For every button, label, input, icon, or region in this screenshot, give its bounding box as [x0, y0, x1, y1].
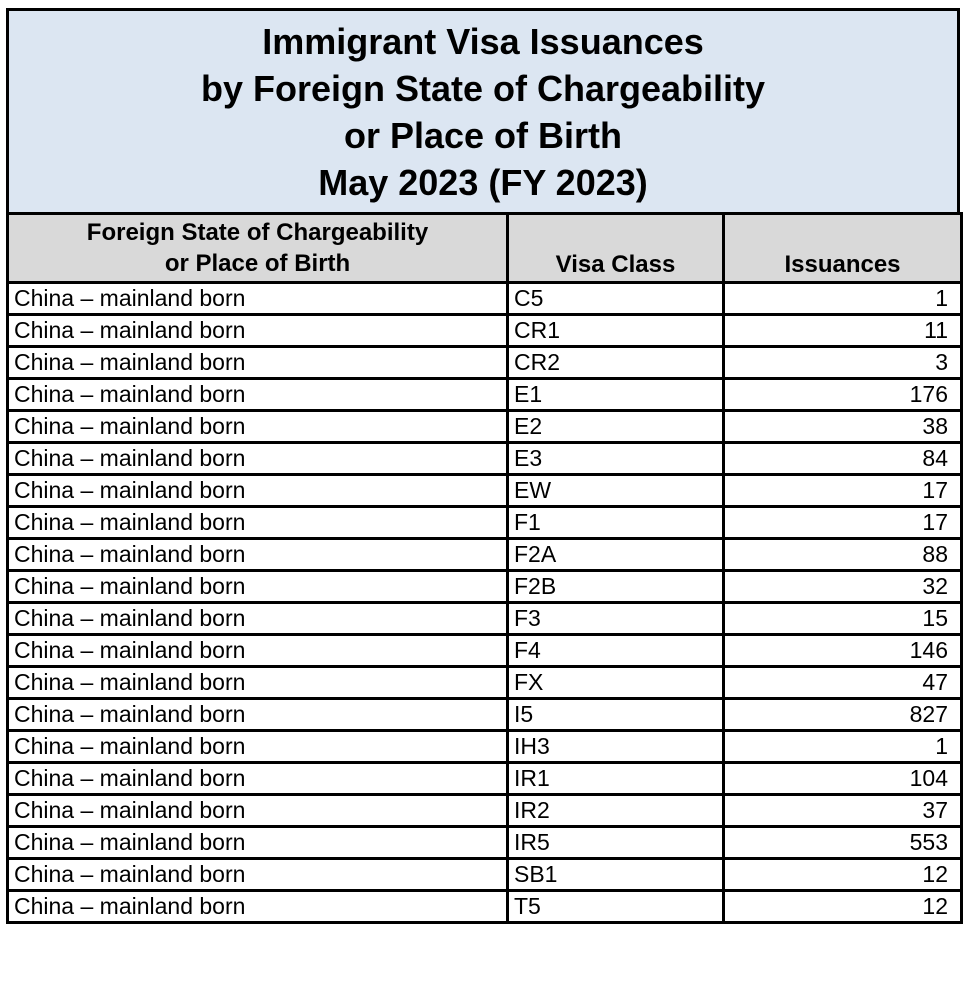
- cell-issuances: 37: [724, 795, 962, 827]
- cell-foreign-state: China – mainland born: [8, 827, 508, 859]
- cell-issuances: 3: [724, 347, 962, 379]
- cell-visa-class: SB1: [508, 859, 724, 891]
- cell-foreign-state: China – mainland born: [8, 699, 508, 731]
- cell-issuances: 17: [724, 507, 962, 539]
- report-title-banner: [6, 8, 960, 212]
- cell-issuances: 1: [724, 283, 962, 315]
- table-row: [8, 827, 962, 859]
- cell-foreign-state: China – mainland born: [8, 539, 508, 571]
- cell-foreign-state: China – mainland born: [8, 731, 508, 763]
- cell-visa-class: E2: [508, 411, 724, 443]
- cell-issuances: 11: [724, 315, 962, 347]
- cell-issuances: 104: [724, 763, 962, 795]
- table-row: [8, 667, 962, 699]
- table-row: [8, 699, 962, 731]
- report-title-line-4: May 2023 (FY 2023): [318, 161, 648, 203]
- cell-foreign-state: China – mainland born: [8, 763, 508, 795]
- cell-issuances: 15: [724, 603, 962, 635]
- report-title-line-3: or Place of Birth: [343, 114, 623, 156]
- header-issuances: Issuances: [724, 214, 962, 283]
- cell-foreign-state: China – mainland born: [8, 603, 508, 635]
- cell-visa-class: E3: [508, 443, 724, 475]
- table-header: [8, 214, 962, 283]
- cell-foreign-state: China – mainland born: [8, 635, 508, 667]
- cell-issuances: 38: [724, 411, 962, 443]
- cell-issuances: 176: [724, 379, 962, 411]
- cell-issuances: 17: [724, 475, 962, 507]
- table-row: [8, 283, 962, 315]
- table-row: [8, 635, 962, 667]
- header-foreign-state-line-2: or Place of Birth: [164, 250, 351, 277]
- cell-foreign-state: China – mainland born: [8, 443, 508, 475]
- table-row: [8, 603, 962, 635]
- cell-visa-class: FX: [508, 667, 724, 699]
- cell-visa-class: F2B: [508, 571, 724, 603]
- header-row: [8, 214, 962, 283]
- header-foreign-state: [8, 214, 508, 283]
- cell-issuances: 827: [724, 699, 962, 731]
- cell-issuances: 12: [724, 859, 962, 891]
- cell-foreign-state: China – mainland born: [8, 891, 508, 923]
- cell-foreign-state: China – mainland born: [8, 571, 508, 603]
- cell-visa-class: CR2: [508, 347, 724, 379]
- table-row: [8, 475, 962, 507]
- cell-issuances: 146: [724, 635, 962, 667]
- table-row: [8, 731, 962, 763]
- cell-visa-class: F4: [508, 635, 724, 667]
- cell-issuances: 47: [724, 667, 962, 699]
- cell-foreign-state: China – mainland born: [8, 283, 508, 315]
- table-row: [8, 795, 962, 827]
- table-row: [8, 507, 962, 539]
- cell-visa-class: F2A: [508, 539, 724, 571]
- table-row: [8, 859, 962, 891]
- cell-visa-class: I5: [508, 699, 724, 731]
- table-row: [8, 411, 962, 443]
- cell-visa-class: IR2: [508, 795, 724, 827]
- cell-visa-class: F3: [508, 603, 724, 635]
- cell-foreign-state: China – mainland born: [8, 475, 508, 507]
- table-row: [8, 763, 962, 795]
- table-row: [8, 539, 962, 571]
- table-row: [8, 315, 962, 347]
- cell-foreign-state: China – mainland born: [8, 667, 508, 699]
- table-row: [8, 347, 962, 379]
- table-row: [8, 443, 962, 475]
- cell-visa-class: C5: [508, 283, 724, 315]
- cell-visa-class: CR1: [508, 315, 724, 347]
- cell-foreign-state: China – mainland born: [8, 859, 508, 891]
- header-foreign-state-line-1: Foreign State of Chargeability: [86, 219, 429, 246]
- report-title-line-1: Immigrant Visa Issuances: [262, 20, 704, 62]
- cell-foreign-state: China – mainland born: [8, 347, 508, 379]
- cell-foreign-state: China – mainland born: [8, 379, 508, 411]
- cell-visa-class: F1: [508, 507, 724, 539]
- cell-visa-class: IR1: [508, 763, 724, 795]
- issuance-table: [6, 212, 963, 924]
- cell-issuances: 32: [724, 571, 962, 603]
- cell-issuances: 12: [724, 891, 962, 923]
- cell-visa-class: E1: [508, 379, 724, 411]
- cell-visa-class: T5: [508, 891, 724, 923]
- table-row: [8, 379, 962, 411]
- cell-visa-class: EW: [508, 475, 724, 507]
- cell-visa-class: IR5: [508, 827, 724, 859]
- cell-issuances: 553: [724, 827, 962, 859]
- table-row: [8, 571, 962, 603]
- cell-issuances: 1: [724, 731, 962, 763]
- cell-visa-class: IH3: [508, 731, 724, 763]
- cell-issuances: 88: [724, 539, 962, 571]
- cell-foreign-state: China – mainland born: [8, 507, 508, 539]
- visa-issuance-report: [6, 8, 960, 924]
- cell-issuances: 84: [724, 443, 962, 475]
- header-visa-class: Visa Class: [508, 214, 724, 283]
- report-title-line-2: by Foreign State of Chargeability: [200, 67, 766, 109]
- cell-foreign-state: China – mainland born: [8, 315, 508, 347]
- table-body: [8, 283, 962, 923]
- table-row: [8, 891, 962, 923]
- cell-foreign-state: China – mainland born: [8, 411, 508, 443]
- cell-foreign-state: China – mainland born: [8, 795, 508, 827]
